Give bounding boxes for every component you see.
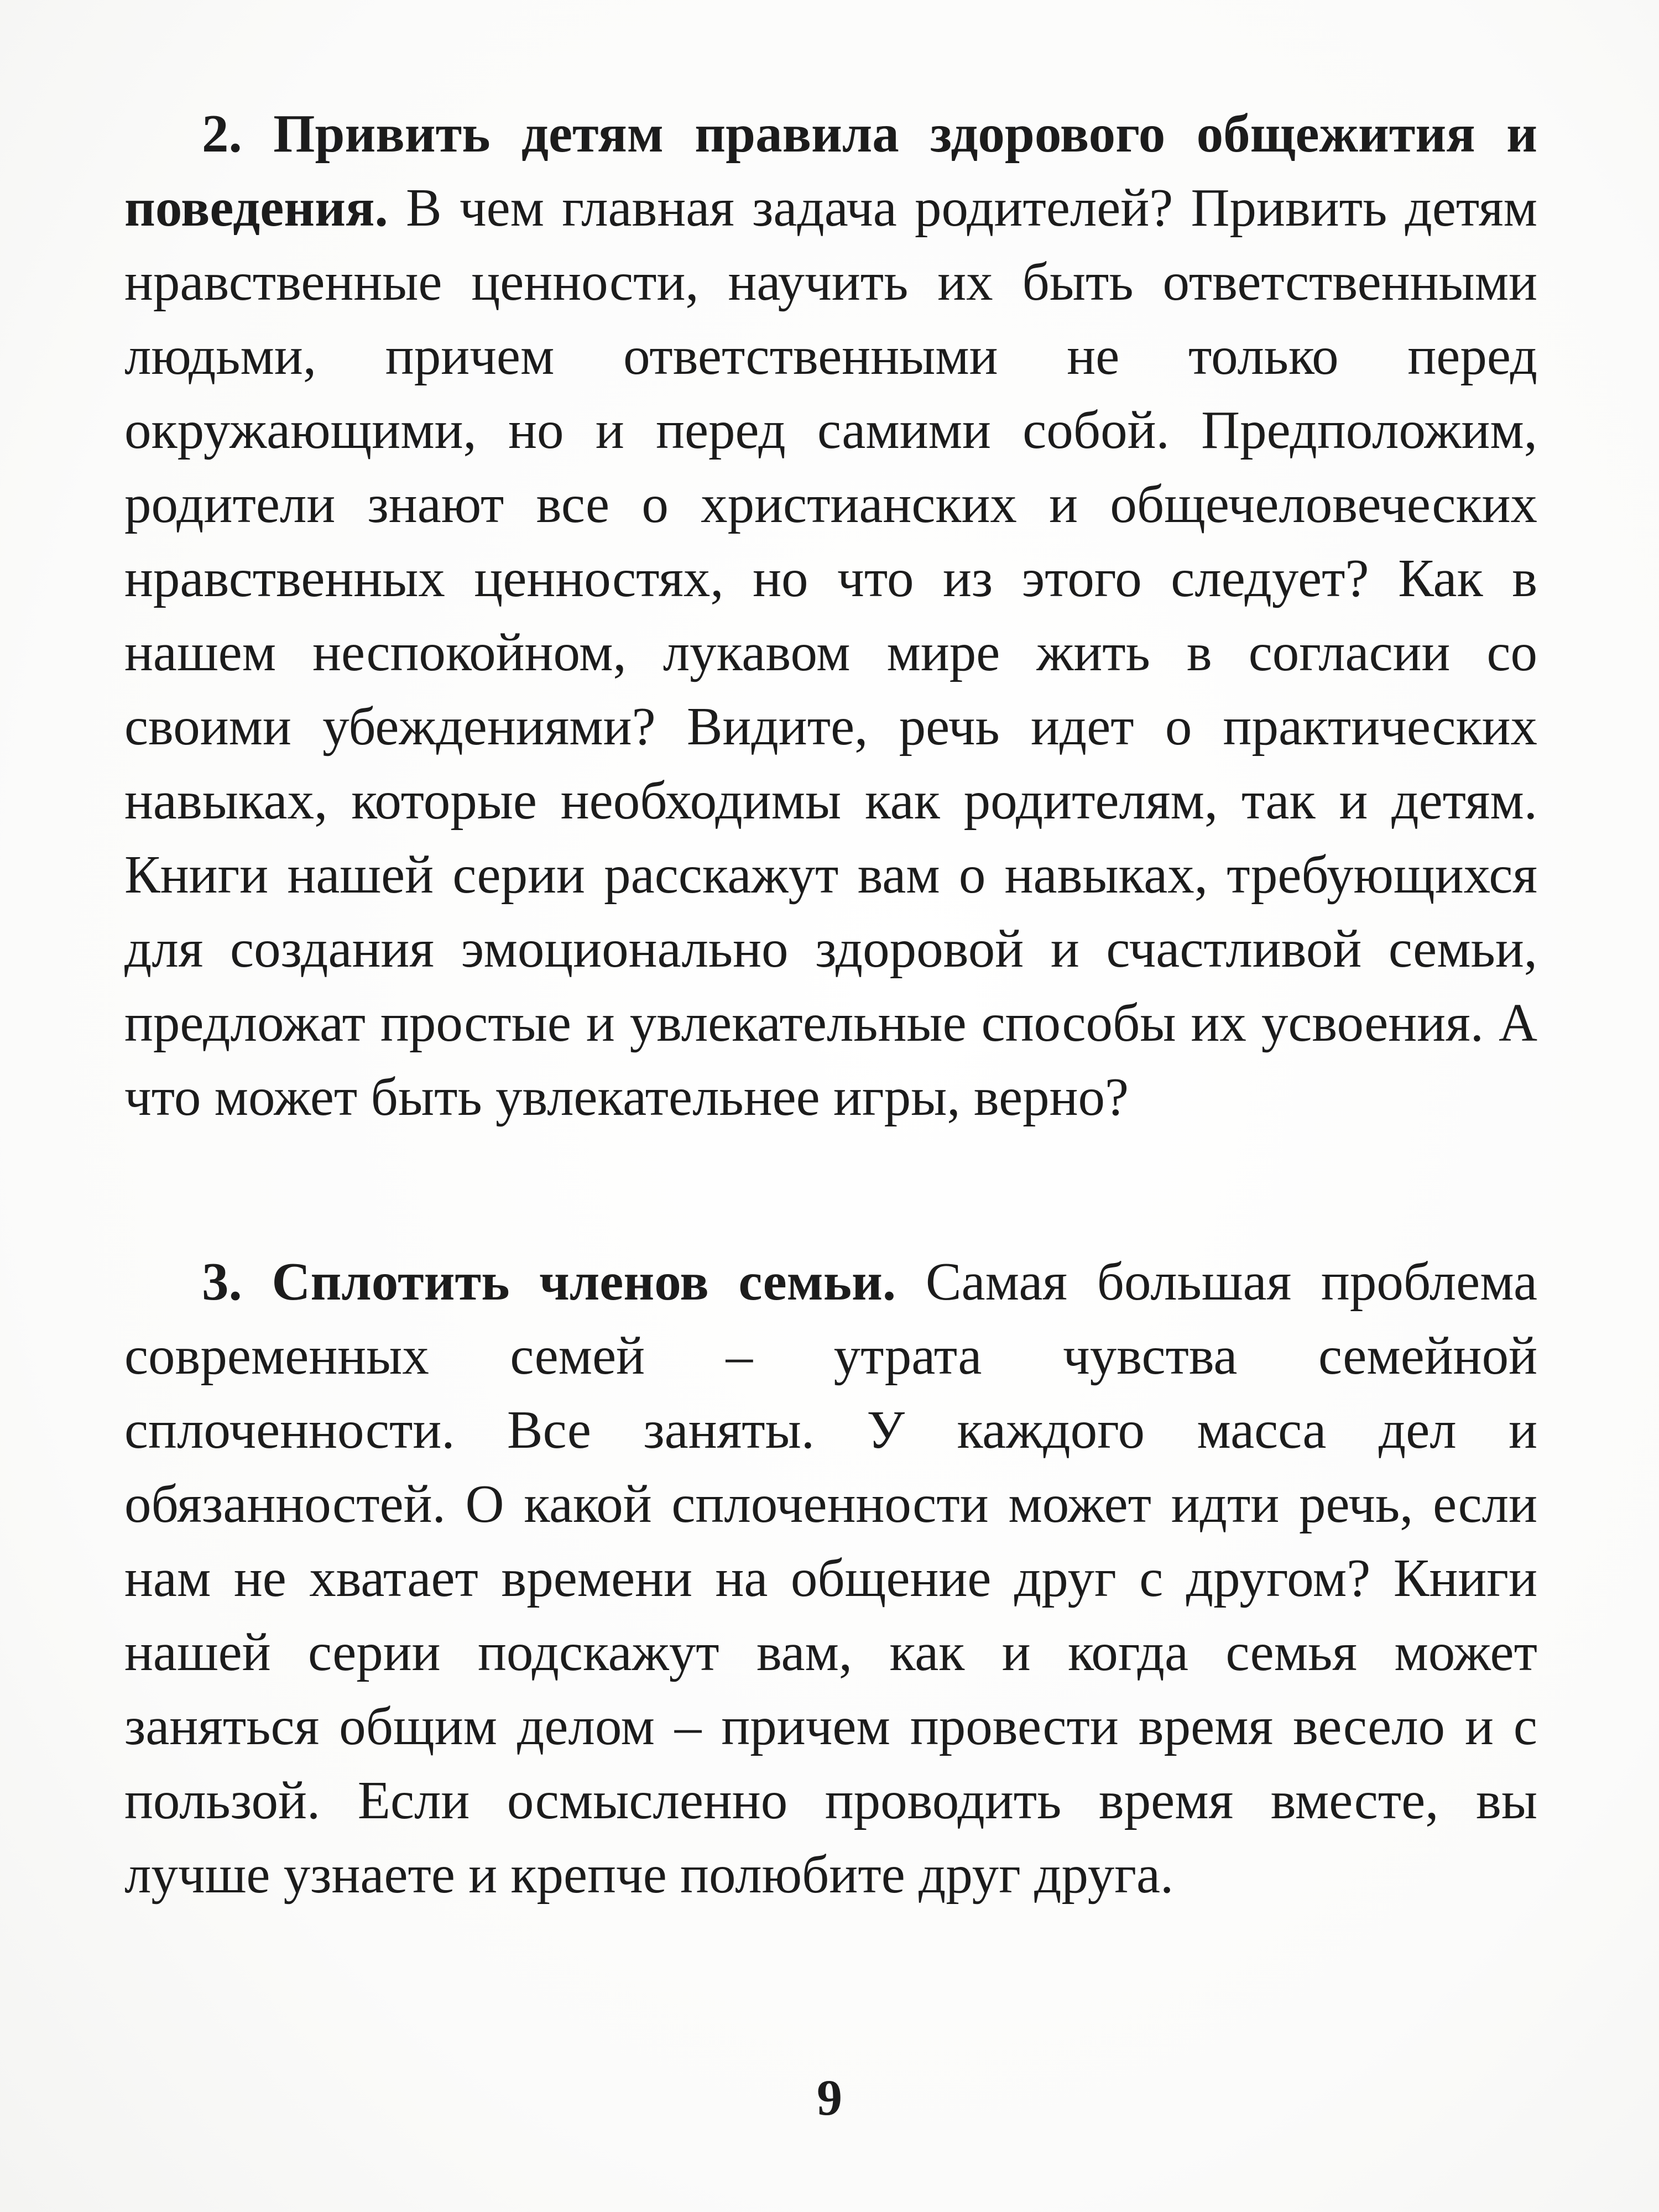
paragraph-2 — [124, 97, 1537, 1134]
page-number: 9 — [817, 2069, 842, 2126]
paragraph-3-body: Самая большая проблема современных семей – утрата чувства семейной сплоченности. Все заняты. У каждого масса дел и обязанностей. О какой сплоченности может идти речь, если нам не хватает времени на общение друг с другом? Книги нашей серии подскажут вам, как и когда семья может заняться общим делом – причем провести время весело и с пользой. Если осмысленно проводить время вместе, вы лучше узнаете и крепче полюбите друг друга. — [124, 1252, 1537, 1904]
paragraph-2-body: В чем главная задача родителей? Привить детям нравственные ценности, научить их быть ответственными людьми, причем ответственными не только перед окружающими, но и перед самими собой. Предположим, родители знают все о христианских и общечеловеческих нравственных ценностях, но что из этого следует? Как в нашем неспокойном, лукавом мире жить в согласии со своими убеждениями? Видите, речь идет о практических навыках, которые необходимы как родителям, так и детям. Книги нашей серии расскажут вам о навыках, требующихся для создания эмоционально здоровой и счастливой семьи, предложат простые и увлекательные способы их усвоения. А что может быть увлекательнее игры, верно? — [124, 178, 1537, 1126]
paragraph-3-heading: 3. Сплотить членов семьи. — [202, 1252, 896, 1311]
paragraph-2-heading: 2. Привить детям правила здорового общежития и поведения. — [124, 104, 1537, 237]
paragraph-3 — [124, 1245, 1537, 1912]
